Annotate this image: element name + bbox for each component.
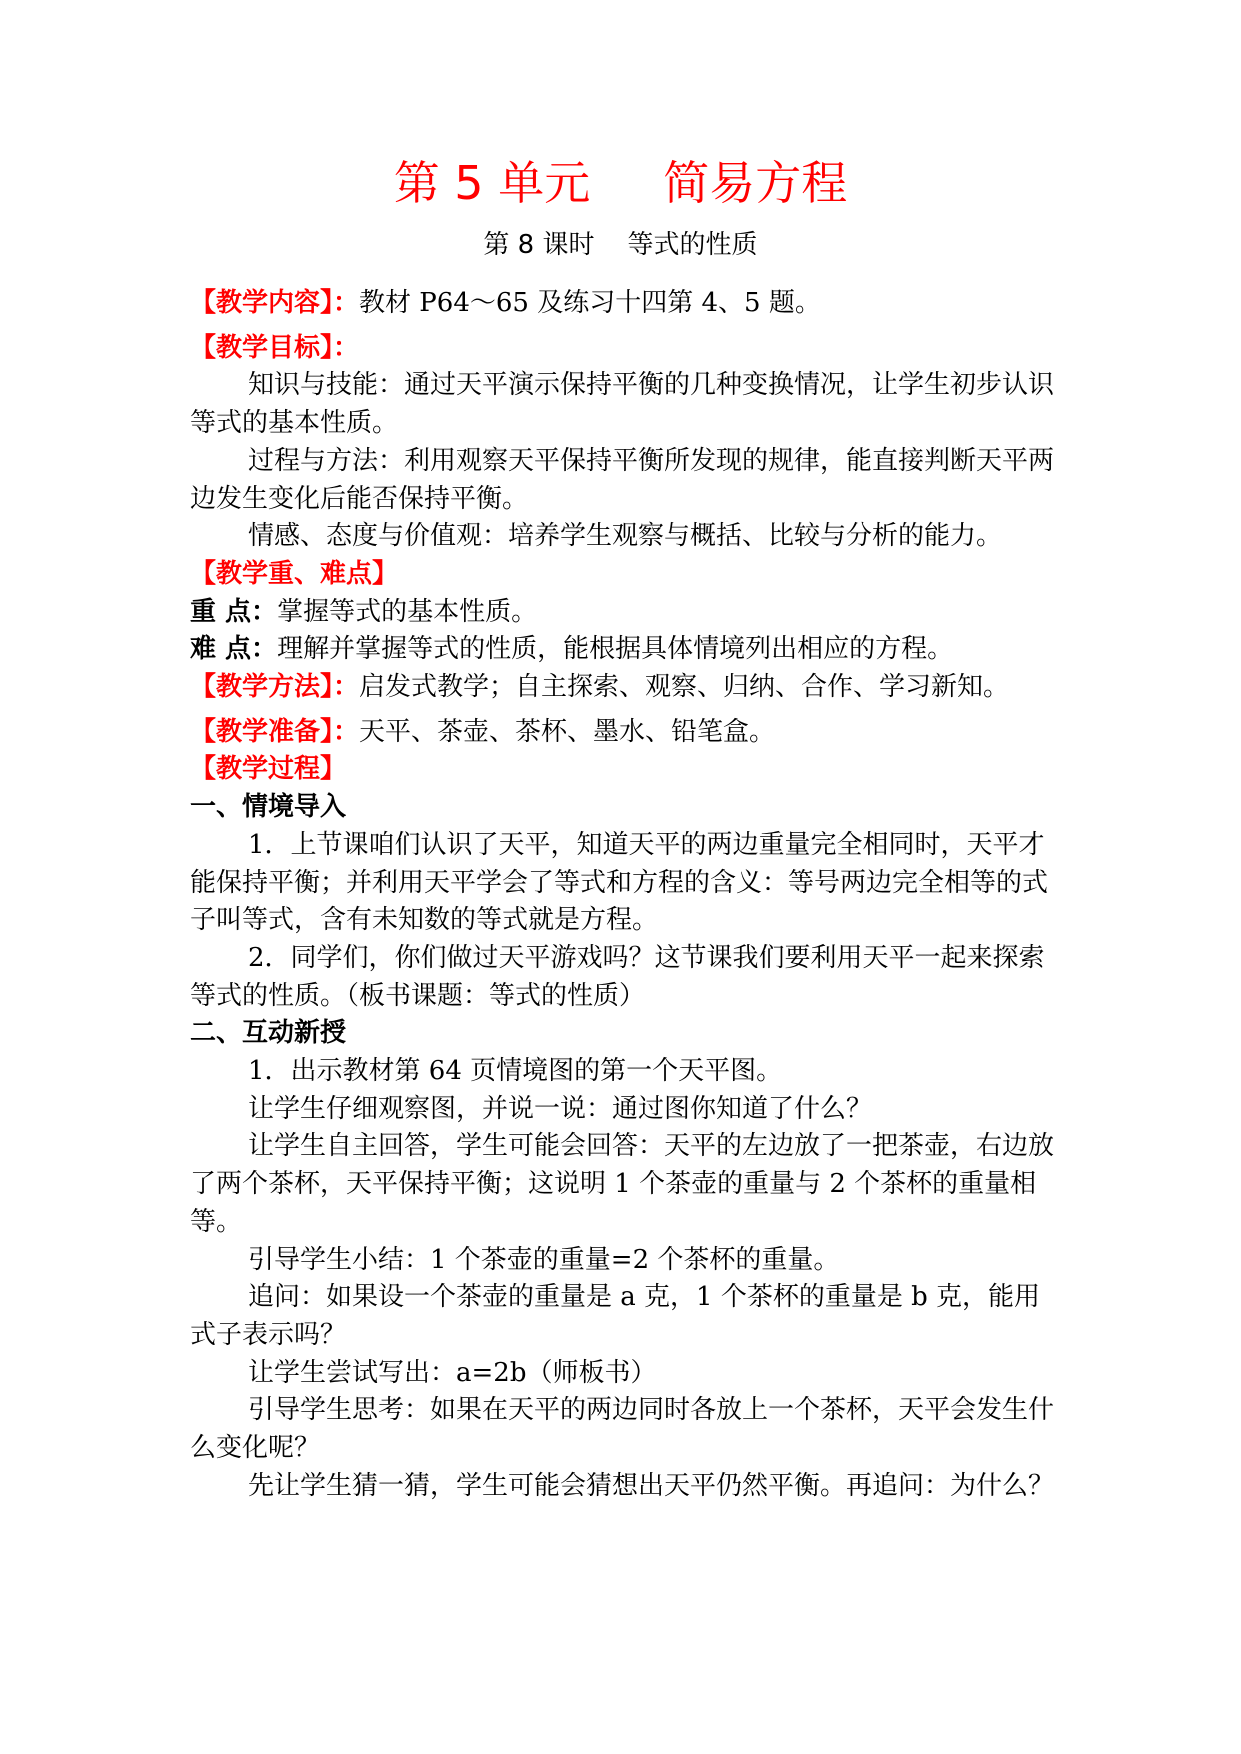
teaching-content-label: 【教学内容】： xyxy=(190,288,360,318)
paragraph: 追问：如果设一个茶壶的重量是 a 克，1 个茶杯的重量是 b 克，能用式子表示吗？ xyxy=(190,1282,1041,1350)
teaching-prep xyxy=(190,714,1062,752)
difficult-point-label: 难 点： xyxy=(190,634,278,665)
goal-item: 知识与技能：通过天平演示保持平衡的几种变换情况，让学生初步认识等式的基本性质。 xyxy=(190,370,1055,439)
teaching-method xyxy=(190,669,1062,707)
section-heading-new-lesson: 二、互动新授 xyxy=(190,1018,347,1049)
teaching-content xyxy=(190,285,1062,323)
difficult-point xyxy=(190,631,1062,669)
key-point xyxy=(190,594,1062,632)
document-body xyxy=(190,285,1062,1506)
teaching-content-text: 教材 P64～65 及练习十四第 4、5 题。 xyxy=(359,288,821,318)
key-point-label: 重 点： xyxy=(190,596,278,627)
paragraph: 让学生仔细观察图，并说一说：通过图你知道了什么？ xyxy=(248,1093,873,1124)
paragraph: 2．同学们，你们做过天平游戏吗？这节课我们要利用天平一起来探索等式的性质。（板书课题：等式的性质） xyxy=(190,942,1045,1011)
paragraph: 先让学生猜一猜，学生可能会猜想出天平仍然平衡。再追问：为什么？ xyxy=(248,1470,1055,1501)
teaching-goals-label: 【教学目标】： xyxy=(190,332,360,363)
section-heading-intro: 一、情境导入 xyxy=(190,792,347,823)
lesson-subtitle: 第 8 课时 等式的性质 xyxy=(483,230,758,260)
teaching-prep-text: 天平、茶壶、茶杯、墨水、铅笔盒。 xyxy=(359,716,776,747)
paragraph: 让学生自主回答，学生可能会回答：天平的左边放了一把茶壶，右边放了两个茶杯，天平保持平衡；这说明 1 个茶壶的重量与 2 个茶杯的重量相等。 xyxy=(190,1131,1055,1237)
paragraph: 引导学生小结：1 个茶壶的重量=2 个茶杯的重量。 xyxy=(248,1244,840,1275)
teaching-method-text: 启发式教学；自主探索、观察、归纳、合作、学习新知。 xyxy=(359,672,1010,703)
key-point-text: 掌握等式的基本性质。 xyxy=(277,596,538,627)
page-title: 第 5 单元 简易方程 xyxy=(393,156,848,210)
teaching-process-label: 【教学过程】 xyxy=(190,754,347,785)
teaching-method-label: 【教学方法】： xyxy=(190,672,360,703)
goal-item: 过程与方法：利用观察天平保持平衡所发现的规律，能直接判断天平两边发生变化后能否保持平衡。 xyxy=(190,445,1055,514)
paragraph: 1．上节课咱们认识了天平，知道天平的两边重量完全相同时，天平才能保持平衡；并利用天平学会了等式和方程的含义：等号两边完全相等的式子叫等式，含有未知数的等式就是方程。 xyxy=(190,829,1049,936)
goal-item: 情感、态度与价值观：培养学生观察与概括、比较与分析的能力。 xyxy=(248,521,1003,552)
paragraph: 引导学生思考：如果在天平的两边同时各放上一个茶杯，天平会发生什么变化呢？ xyxy=(190,1395,1055,1464)
difficult-point-text: 理解并掌握等式的性质，能根据具体情境列出相应的方程。 xyxy=(277,634,954,665)
teaching-prep-label: 【教学准备】： xyxy=(190,716,360,747)
paragraph: 1．出示教材第 64 页情境图的第一个天平图。 xyxy=(248,1056,783,1087)
key-points-label: 【教学重、难点】 xyxy=(190,558,399,589)
paragraph: 让学生尝试写出：a=2b（师板书） xyxy=(248,1357,657,1388)
